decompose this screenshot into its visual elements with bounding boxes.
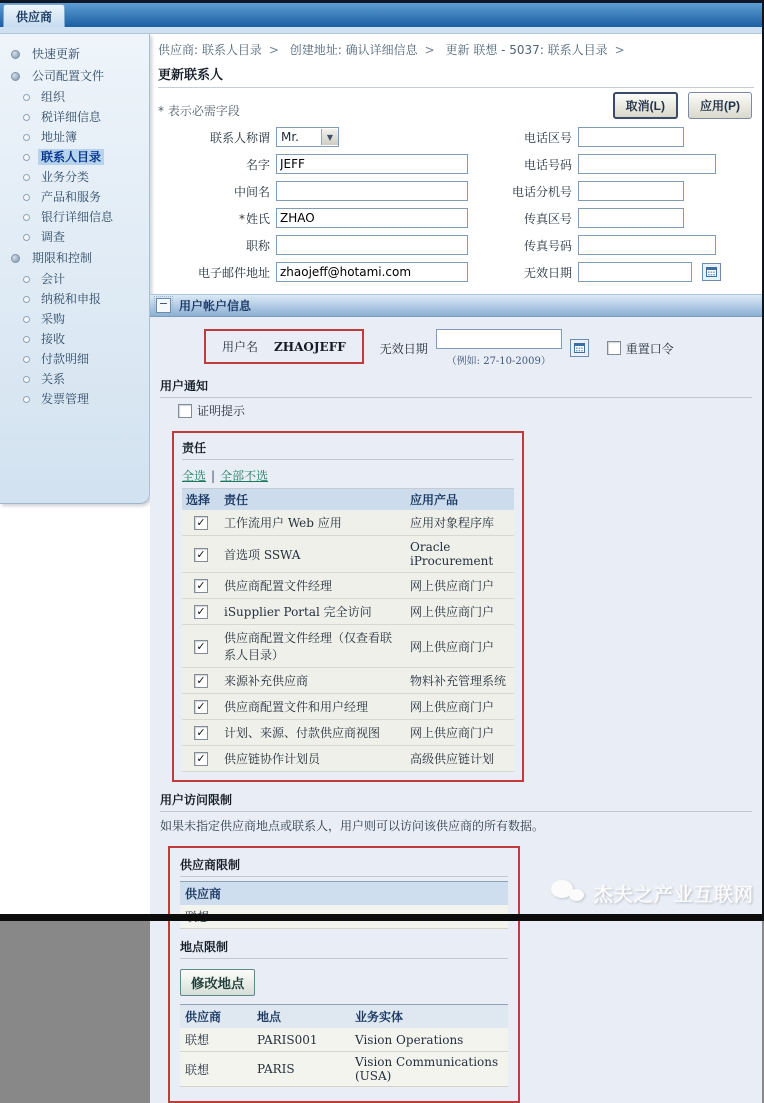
chevron-down-icon: ▼ bbox=[321, 129, 338, 145]
salutation-label: 联系人称谓 bbox=[209, 130, 270, 145]
username-value: ZHAOJEFF bbox=[274, 339, 346, 354]
certification-prompt-label: 证明提示 bbox=[197, 404, 246, 418]
sidebar-item-quick-update[interactable]: 快速更新 bbox=[0, 43, 149, 65]
resp-row: ✓ 首选项 SSWA Oracle iProcurement bbox=[182, 536, 514, 573]
sidebar-item-terms-control[interactable]: 期限和控制 bbox=[0, 247, 149, 269]
inactive-date-label: 无效日期 bbox=[523, 265, 572, 280]
site-table bbox=[180, 1004, 508, 1087]
bullet-icon bbox=[11, 254, 20, 263]
resp-row: ✓ 供应链协作计划员 高级供应链计划 bbox=[182, 746, 514, 772]
resp-row: ✓ 工作流用户 Web 应用 应用对象程序库 bbox=[182, 510, 514, 536]
certification-prompt-checkbox[interactable] bbox=[178, 404, 192, 418]
breadcrumb-separator: > bbox=[424, 43, 435, 57]
breadcrumb-link[interactable]: 创建地址: 确认详细信息 bbox=[289, 43, 418, 57]
collapse-icon[interactable]: − bbox=[156, 298, 171, 313]
breadcrumb-separator: > bbox=[614, 43, 625, 57]
page-title: 更新联系人 bbox=[158, 64, 754, 88]
table-header-row bbox=[180, 1005, 508, 1029]
site-restriction-heading: 地点限制 bbox=[180, 936, 508, 959]
section-title: 用户帐户信息 bbox=[179, 299, 252, 313]
middle-name-label: 中间名 bbox=[233, 184, 270, 199]
required-asterisk: * bbox=[238, 211, 245, 226]
responsibilities-table bbox=[182, 489, 514, 772]
sidebar-item-relationships[interactable]: 关系 bbox=[0, 369, 149, 389]
sidebar-item-receiving[interactable]: 接收 bbox=[0, 329, 149, 349]
resp-checkbox[interactable] bbox=[194, 700, 208, 714]
bottom-bar bbox=[0, 914, 762, 921]
first-name-label: 名字 bbox=[245, 157, 270, 172]
required-fields-note: * 表示必需字段 bbox=[158, 104, 240, 118]
fax-number-label: 传真号码 bbox=[523, 238, 572, 253]
circle-bullet-icon bbox=[23, 134, 30, 141]
breadcrumb bbox=[150, 34, 762, 61]
circle-bullet-icon bbox=[23, 376, 30, 383]
circle-bullet-icon bbox=[23, 114, 30, 121]
job-title-field[interactable] bbox=[276, 235, 468, 255]
first-name-field[interactable] bbox=[276, 154, 468, 174]
sidebar-item-products-services[interactable]: 产品和服务 bbox=[0, 187, 149, 207]
phone-number-label: 电话号码 bbox=[523, 157, 572, 172]
col-select: 选择 bbox=[182, 489, 220, 510]
bullet-icon bbox=[11, 72, 20, 81]
sidebar-item-company-profile[interactable]: 公司配置文件 bbox=[0, 65, 149, 87]
circle-bullet-icon bbox=[23, 94, 30, 101]
circle-bullet-icon bbox=[23, 154, 30, 161]
phone-ext-label: 电话分机号 bbox=[511, 184, 572, 199]
sidebar-item-organization[interactable]: 组织 bbox=[0, 87, 149, 107]
contact-form bbox=[150, 121, 762, 284]
resp-checkbox[interactable] bbox=[194, 752, 208, 766]
sidebar-item-tax-reporting[interactable]: 纳税和申报 bbox=[0, 289, 149, 309]
salutation-select[interactable] bbox=[276, 127, 339, 147]
resp-checkbox[interactable] bbox=[194, 640, 208, 654]
resp-checkbox[interactable] bbox=[194, 605, 208, 619]
circle-bullet-icon bbox=[23, 234, 30, 241]
resp-checkbox[interactable] bbox=[194, 674, 208, 688]
email-label: 电子邮件地址 bbox=[197, 265, 270, 280]
calendar-icon[interactable] bbox=[702, 263, 721, 281]
resp-row: ✓ 供应商配置文件经理（仅查看联系人目录） 网上供应商门户 bbox=[182, 625, 514, 668]
top-tab-bar bbox=[0, 0, 762, 27]
cancel-button[interactable]: 取消(L) bbox=[613, 92, 678, 119]
resp-row: ✓ iSupplier Portal 完全访问 网上供应商门户 bbox=[182, 599, 514, 625]
access-restrictions-note: 如果未指定供应商地点或联系人，用户则可以访问该供应商的所有数据。 bbox=[160, 819, 545, 833]
main-content bbox=[150, 34, 762, 1103]
phone-ext-field[interactable] bbox=[578, 181, 684, 201]
breadcrumb-separator: > bbox=[268, 43, 279, 57]
fax-area-field[interactable] bbox=[578, 208, 684, 228]
watermark-text: 杰夫之产业互联网 bbox=[593, 883, 754, 906]
sidebar-item-invoice-management[interactable]: 发票管理 bbox=[0, 389, 149, 409]
watermark bbox=[551, 879, 754, 907]
account-inactive-date-label: 无效日期 bbox=[379, 341, 428, 356]
resp-checkbox[interactable] bbox=[194, 726, 208, 740]
fax-area-label: 传真区号 bbox=[523, 211, 572, 226]
select-all-link[interactable]: 全选 bbox=[182, 469, 207, 483]
sidebar-item-contact-directory[interactable]: 联系人目录 bbox=[0, 147, 149, 167]
circle-bullet-icon bbox=[23, 194, 30, 201]
tab-supplier[interactable]: 供应商 bbox=[3, 4, 65, 27]
circle-bullet-icon bbox=[23, 356, 30, 363]
col-supplier: 供应商 bbox=[180, 1005, 252, 1029]
supplier-restriction-heading: 供应商限制 bbox=[180, 854, 508, 877]
fax-number-field[interactable] bbox=[578, 235, 716, 255]
resp-checkbox[interactable] bbox=[194, 548, 208, 562]
username-annotation-box bbox=[204, 329, 364, 364]
col-operating-unit: 业务实体 bbox=[350, 1005, 508, 1029]
sidebar-item-business-classifications[interactable]: 业务分类 bbox=[0, 167, 149, 187]
bullet-icon bbox=[11, 50, 20, 59]
inactive-date-field[interactable] bbox=[578, 262, 692, 282]
resp-row: ✓ 来源补充供应商 物料补充管理系统 bbox=[182, 668, 514, 694]
supplier-restriction-annotation-box bbox=[168, 846, 520, 1103]
circle-bullet-icon bbox=[23, 276, 30, 283]
job-title-label: 职称 bbox=[245, 238, 270, 253]
responsibilities-annotation-box bbox=[172, 431, 524, 782]
deselect-all-link[interactable]: 全部不选 bbox=[220, 469, 269, 483]
table-header-row bbox=[180, 882, 508, 906]
user-account-section bbox=[150, 317, 762, 1103]
sidebar-item-address-book[interactable]: 地址簿 bbox=[0, 127, 149, 147]
breadcrumb-current: 更新 联想 - 5037: 联系人目录 bbox=[445, 43, 608, 57]
sidebar-nav bbox=[0, 34, 150, 504]
resp-checkbox[interactable] bbox=[194, 579, 208, 593]
col-site: 地点 bbox=[252, 1005, 350, 1029]
sidebar-item-accounting[interactable]: 会计 bbox=[0, 269, 149, 289]
account-inactive-date-field[interactable] bbox=[436, 329, 562, 349]
breadcrumb-link[interactable]: 供应商: 联系人目录 bbox=[158, 43, 262, 57]
sidebar-item-payment-details[interactable]: 付款明细 bbox=[0, 349, 149, 369]
modify-site-button[interactable]: 修改地点 bbox=[180, 969, 255, 996]
user-access-restrictions-heading: 用户访问限制 bbox=[160, 789, 752, 812]
circle-bullet-icon bbox=[23, 336, 30, 343]
email-field[interactable] bbox=[276, 262, 468, 282]
sidebar-item-tax-details[interactable]: 税详细信息 bbox=[0, 107, 149, 127]
circle-bullet-icon bbox=[23, 214, 30, 221]
middle-name-field[interactable] bbox=[276, 181, 468, 201]
sidebar-item-purchasing[interactable]: 采购 bbox=[0, 309, 149, 329]
site-row: 联想 PARIS Vision Communications (USA) bbox=[180, 1052, 508, 1087]
supplier-table bbox=[180, 881, 508, 929]
date-format-hint: （例如: 27-10-2009） bbox=[446, 356, 551, 367]
user-notifications-heading: 用户通知 bbox=[160, 375, 752, 398]
table-header-row bbox=[182, 489, 514, 510]
wechat-icon bbox=[551, 879, 585, 907]
circle-bullet-icon bbox=[23, 296, 30, 303]
resp-row: ✓ 计划、来源、付款供应商视图 网上供应商门户 bbox=[182, 720, 514, 746]
reset-password-checkbox[interactable] bbox=[607, 341, 621, 355]
circle-bullet-icon bbox=[23, 396, 30, 403]
col-supplier: 供应商 bbox=[180, 882, 508, 906]
last-name-label: *姓氏 bbox=[238, 211, 270, 226]
link-divider: | bbox=[211, 469, 216, 483]
resp-row: ✓ 供应商配置文件经理 网上供应商门户 bbox=[182, 573, 514, 599]
circle-bullet-icon bbox=[23, 316, 30, 323]
phone-number-field[interactable] bbox=[578, 154, 716, 174]
phone-area-label: 电话区号 bbox=[523, 130, 572, 145]
tab-bar-strip bbox=[0, 27, 762, 34]
col-responsibility: 责任 bbox=[220, 489, 406, 510]
responsibilities-heading: 责任 bbox=[182, 437, 514, 460]
calendar-icon[interactable] bbox=[570, 339, 589, 357]
username-label: 用户名 bbox=[222, 340, 259, 354]
phone-area-field[interactable] bbox=[578, 127, 684, 147]
resp-checkbox[interactable] bbox=[194, 516, 208, 530]
user-account-section-header bbox=[150, 294, 762, 317]
site-row: 联想 PARIS001 Vision Operations bbox=[180, 1028, 508, 1052]
circle-bullet-icon bbox=[23, 174, 30, 181]
apply-button[interactable]: 应用(P) bbox=[688, 92, 752, 119]
salutation-value: Mr. bbox=[281, 130, 299, 144]
last-name-field[interactable] bbox=[276, 208, 468, 228]
resp-row: ✓ 供应商配置文件和用户经理 网上供应商门户 bbox=[182, 694, 514, 720]
sidebar-item-surveys[interactable]: 调查 bbox=[0, 227, 149, 247]
sidebar-column bbox=[0, 34, 150, 504]
sidebar-item-banking-details[interactable]: 银行详细信息 bbox=[0, 207, 149, 227]
reset-password-label: 重置口令 bbox=[625, 341, 674, 356]
col-application: 应用产品 bbox=[406, 489, 514, 510]
